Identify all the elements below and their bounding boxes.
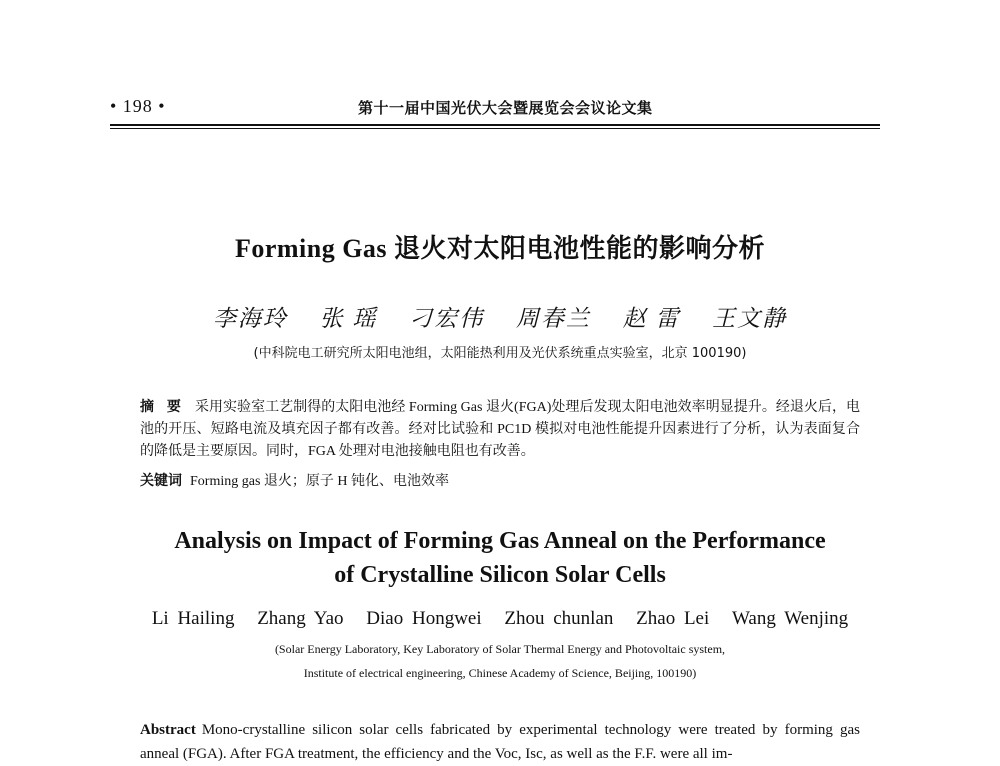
chinese-abstract-label: 摘 要: [140, 399, 185, 415]
header-rule-thick: [110, 124, 880, 126]
author-name: 周春兰: [515, 306, 591, 331]
author-name: Zhao Lei: [636, 608, 710, 629]
english-authors: [0, 608, 1000, 630]
chinese-title: Forming Gas 退火对太阳电池性能的影响分析: [234, 234, 766, 263]
chinese-abstract-text: 采用实验室工艺制得的太阳电池经 Forming Gas 退火(FGA)处理后发现太阳电池效率明显提升。经退火后，电池的开压、短路电流及填充因子都有改善。经对比试验和 PC1D 模拟对电池性能提升因素进行了分析，认为表面复合的降低是主要原因。同时，FGA 处理对电池接触电阻也有改善。: [140, 400, 860, 459]
page-number: • 198 •: [110, 96, 166, 116]
chinese-keywords: [140, 470, 860, 490]
english-affiliation-line2: Institute of electrical engineering, Chinese Academy of Science, Beijing, 100190): [303, 666, 697, 680]
header-rule-thin: [110, 128, 880, 129]
author-name: Li Hailing: [151, 608, 235, 629]
english-abstract: [140, 718, 860, 766]
english-abstract-label: Abstract: [140, 722, 196, 738]
chinese-authors: [0, 300, 1000, 333]
english-affiliation-line1: (Solar Energy Laboratory, Key Laboratory of Solar Thermal Energy and Photovoltaic system,: [274, 642, 726, 656]
author-name: Zhang Yao: [257, 608, 344, 629]
author-name: Zhou chunlan: [504, 608, 614, 629]
english-title-line2: of Crystalline Silicon Solar Cells: [334, 562, 666, 588]
author-name: 王文静: [712, 306, 788, 331]
journal-title: 第十一届中国光伏大会暨展览会会议论文集: [358, 99, 653, 117]
author-name: 张 瑶: [319, 306, 378, 331]
english-abstract-text: Mono-crystalline silicon solar cells fabricated by experimental technology were treated by forming gas anneal (FGA). After FGA treatment, the efficiency and the Voc, Isc, as well as the F.F. were all im-: [140, 722, 860, 762]
chinese-abstract: [140, 396, 860, 463]
author-name: 赵 雷: [622, 306, 681, 331]
author-name: 刁宏伟: [409, 306, 485, 331]
chinese-keywords-label: 关键词: [140, 473, 182, 489]
chinese-affiliation: (中科院电工研究所太阳电池组，太阳能热利用及光伏系统重点实验室，北京 100190): [253, 346, 747, 361]
running-header: [110, 96, 880, 120]
author-name: 李海玲: [212, 306, 288, 331]
english-title: [0, 524, 1000, 592]
chinese-keywords-text: Forming gas 退火；原子 H 钝化、电池效率: [190, 474, 449, 489]
author-name: Diao Hongwei: [366, 608, 482, 629]
english-title-line1: Analysis on Impact of Forming Gas Anneal on the Performance: [174, 528, 826, 554]
author-name: Wang Wenjing: [732, 608, 849, 629]
